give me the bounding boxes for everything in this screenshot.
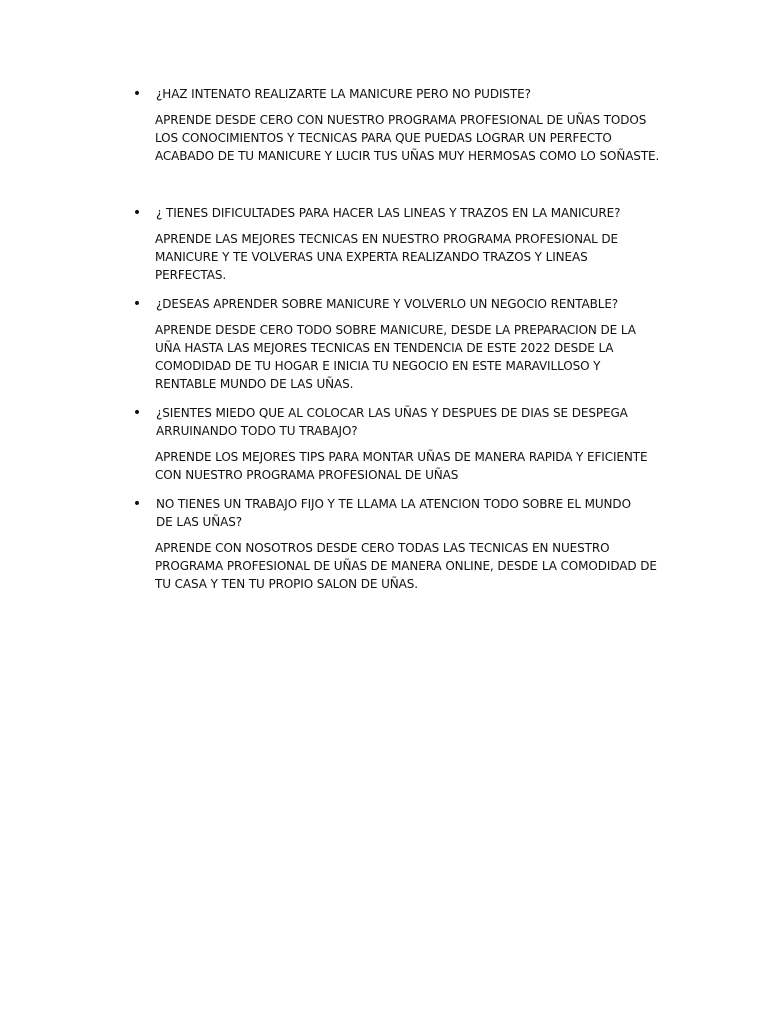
list-item [130, 294, 670, 393]
question-text: NO TIENES UN TRABAJO FIJO Y TE LLAMA LA ATENCION TODO SOBRE EL MUNDO DE LAS UÑAS? [156, 497, 631, 529]
question-text: ¿DESEAS APRENDER SOBRE MANICURE Y VOLVERLO UN NEGOCIO RENTABLE? [156, 297, 619, 311]
question-text: ¿HAZ INTENATO REALIZARTE LA MANICURE PERO NO PUDISTE? [156, 87, 531, 101]
answer-text: APRENDE LAS MEJORES TECNICAS EN NUESTRO PROGRAMA PROFESIONAL DE MANICURE Y TE VOLVERAS UNA EXPERTA REALIZANDO TRAZOS Y LINEAS PERFECTAS. [155, 232, 619, 282]
answer-text: APRENDE DESDE CERO CON NUESTRO PROGRAMA PROFESIONAL DE UÑAS TODOS LOS CONOCIMIENTOS Y TECNICAS PARA QUE PUEDAS LOGRAR UN PERFECTO ACABADO DE TU MANICURE Y LUCIR TUS UÑAS MUY HERMOSAS COMO LO SOÑASTE. [155, 113, 660, 163]
question-text: ¿ TIENES DIFICULTADES PARA HACER LAS LINEAS Y TRAZOS EN LA MANICURE? [156, 206, 621, 220]
spacer [130, 284, 670, 294]
bullet-icon: • [132, 296, 142, 312]
list-item [130, 403, 670, 484]
spacer [130, 393, 670, 403]
bullet-icon: • [132, 86, 142, 102]
bullet-icon: • [132, 496, 142, 512]
document-body [130, 84, 670, 593]
answer-text: APRENDE LOS MEJORES TIPS PARA MONTAR UÑAS DE MANERA RAPIDA Y EFICIENTE CON NUESTRO PROGRAMA PROFESIONAL DE UÑAS [155, 450, 648, 482]
bullet-icon: • [132, 405, 142, 421]
spacer [130, 165, 670, 203]
answer-text: APRENDE CON NOSOTROS DESDE CERO TODAS LAS TECNICAS EN NUESTRO PROGRAMA PROFESIONAL DE UÑAS DE MANERA ONLINE, DESDE LA COMODIDAD DE TU CASA Y TEN TU PROPIO SALON DE UÑAS. [155, 541, 657, 591]
question-text: ¿SIENTES MIEDO QUE AL COLOCAR LAS UÑAS Y DESPUES DE DIAS SE DESPEGA ARRUINANDO TODO TU TRABAJO? [156, 406, 628, 438]
list-item [130, 84, 670, 165]
answer-text: APRENDE DESDE CERO TODO SOBRE MANICURE, DESDE LA PREPARACION DE LA UÑA HASTA LAS MEJORES TECNICAS EN TENDENCIA DE ESTE 2022 DESDE LA COMODIDAD DE TU HOGAR E INICIA TU NEGOCIO EN ESTE MARAVILLOSO Y RENTABLE MUNDO DE LAS UÑAS. [155, 323, 636, 391]
list-item [130, 203, 670, 284]
spacer [130, 484, 670, 494]
list-item [130, 494, 670, 593]
bullet-icon: • [132, 205, 142, 221]
